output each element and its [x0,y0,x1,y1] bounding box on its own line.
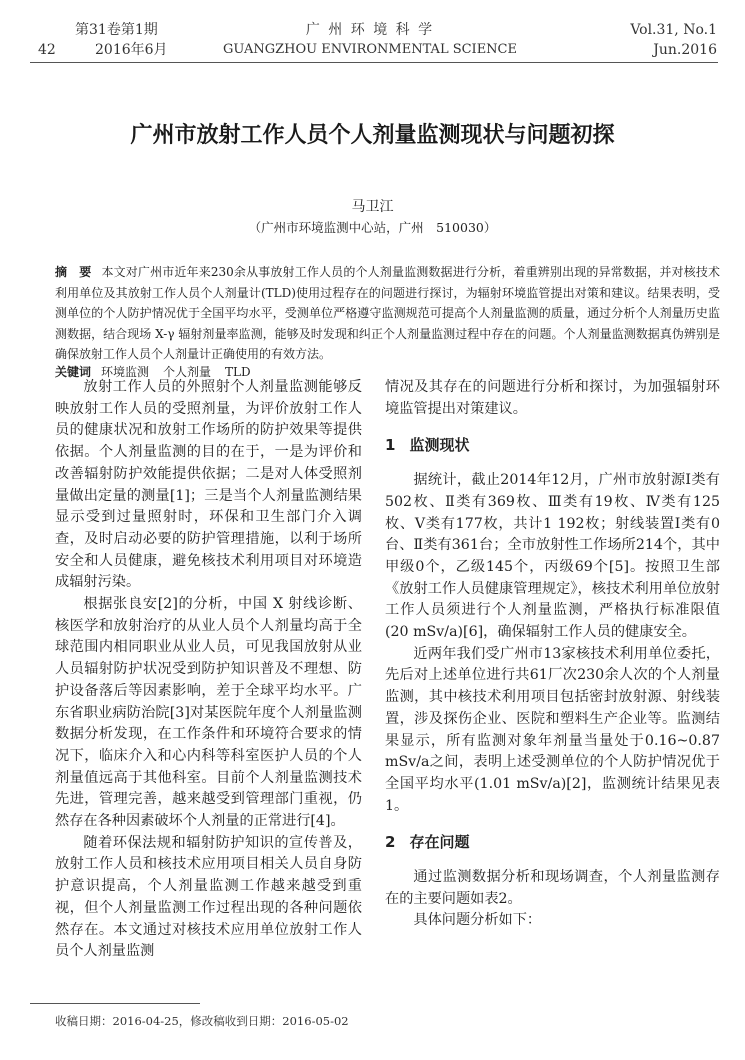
footnote-rule [30,1003,200,1004]
paragraph: 放射工作人员的外照射个人剂量监测能够反映放射工作人员的受照剂量，为评价放射工作人员的健康状况和放射工作场所的防护效果等提供依据。个人剂量监测的目的在于，一是为评价和改善辐射防护效能提供依据；二是对人体受照剂量做出定量的测量[1]；三是当个人剂量监测结果显示受到过量照射时，环保和卫生部门介入调查，及时启动必要的防护管理措施，以利于场所安全和人员健康，避免核技术利用项目对环境造成辐射污染。 [55,379,362,591]
section-number: 1 [385,436,396,455]
paragraph: 情况及其存在的问题进行分析和探讨，为加强辐射环境监管提出对策建议。 [385,379,720,417]
paragraph: 具体问题分析如下： [413,912,542,929]
section-title: 监测现状 [409,436,470,455]
section-number: 2 [385,833,396,852]
abstract [55,262,720,365]
volume-issue-en: Vol.31, No.1 [630,22,717,38]
left-column [55,377,362,963]
keyword: TLD [225,365,251,379]
received-date: 收稿日期：2016-04-25，修改稿收到日期：2016-05-02 [55,1014,349,1028]
author: 马卫江 [351,199,394,215]
paragraph: 据统计，截止2014年12月，广州市放射源Ⅰ类有502枚、Ⅱ类有369枚、Ⅲ类有19枚、Ⅳ类有125枚、Ⅴ类有177枚，共计1 192枚；射线装置Ⅰ类有0台、Ⅱ类有361台；全市放射性工作场所214个，其中甲级0个，乙级145个，丙级69个[5]。按照卫生部《放射工作人员健康管理规定》，核技术利用单位放射工作人员须进行个人剂量监测，严格执行标准限值(20 mSv/a)[6]，确保辐射工作人员的健康安全。 [385,472,720,641]
right-column [385,377,720,932]
paragraph: 随着环保法规和辐射防护知识的宣传普及，放射工作人员和核技术应用项目相关人员自身防护意识提高，个人剂量监测工作越来越受到重视，但个人剂量监测工作过程出现的各种问题依然存在。本文通过对核技术应用单位放射工作人员个人剂量监测 [55,834,362,960]
section-title: 存在问题 [409,833,470,852]
affiliation: （广州市环境监测中心站，广州 510030） [248,220,497,235]
keyword: 环境监测 [101,365,150,379]
section-heading-2 [385,832,720,854]
journal-name-cn: 广 州 环 境 科 学 [305,22,435,38]
abstract-label: 摘 要 [55,265,92,279]
paragraph: 通过监测数据分析和现场调查，个人剂量监测存在的主要问题如表2。 [385,869,720,907]
issue-date-en: Jun.2016 [653,42,717,58]
issue-date-cn: 2016年6月 [95,42,168,58]
header-rule [30,62,718,63]
article-title: 广州市放射工作人员个人剂量监测现状与问题初探 [130,123,615,148]
page-number: 42 [38,42,56,58]
abstract-text: 本文对广州市近年来230余从事放射工作人员的个人剂量监测数据进行分析，着重辨别出现的异常数据，并对核技术利用单位及其放射工作人员个人剂量计(TLD)使用过程存在的问题进行探讨，为辐射环境监管提出对策和建议。结果表明，受测单位的个人防护情况优于全国平均水平，受测单位严格遵守监测规范可提高个人剂量监测的质量，通过分析个人剂量历史监测数据，结合现场 X-γ 辐射剂量率监测，能够及时发现和纠正个人剂量监测过程中存在的问题。个人剂量监测数据真伪辨别是确保放射工作人员个人剂量计正确使用的有效方法。 [55,265,720,361]
paragraph: 根据张良安[2]的分析，中国 X 射线诊断、核医学和放射治疗的从业人员个人剂量均高于全球范围内相同职业从业人员，可见我国放射从业人员辐射防护状况受到防护知识普及不理想、防护设备落后等因素影响，差于全球平均水平。广东省职业病防治院[3]对某医院年度个人剂量监测数据分析发现，在工作条件和环境符合要求的情况下，临床介入和心内科等科室医护人员的个人剂量值远高于其他科室。目前个人剂量监测技术先进，管理完善，越来越受到管理部门重视，仍然存在各种因素破坏个人剂量的正常进行[4]。 [55,596,362,830]
keywords-label: 关键词 [55,365,92,379]
section-heading-1 [385,435,720,457]
paragraph: 近两年我们受广州市13家核技术利用单位委托，先后对上述单位进行共61厂次230余人次的个人剂量监测，其中核技术利用项目包括密封放射源、射线装置，涉及探伤企业、医院和塑料生产企业等。监测结果显示，所有监测对象年剂量当量处于0.16~0.87 mSv/a之间，表明上述受测单位的个人防护情况优于全国平均水平(1.01 mSv/a)[2]，监测统计结果见表1。 [385,645,720,814]
keyword: 个人剂量 [163,365,212,379]
journal-name-en: GUANGZHOU ENVIRONMENTAL SCIENCE [223,42,517,57]
volume-issue-cn: 第31卷第1期 [75,22,158,38]
